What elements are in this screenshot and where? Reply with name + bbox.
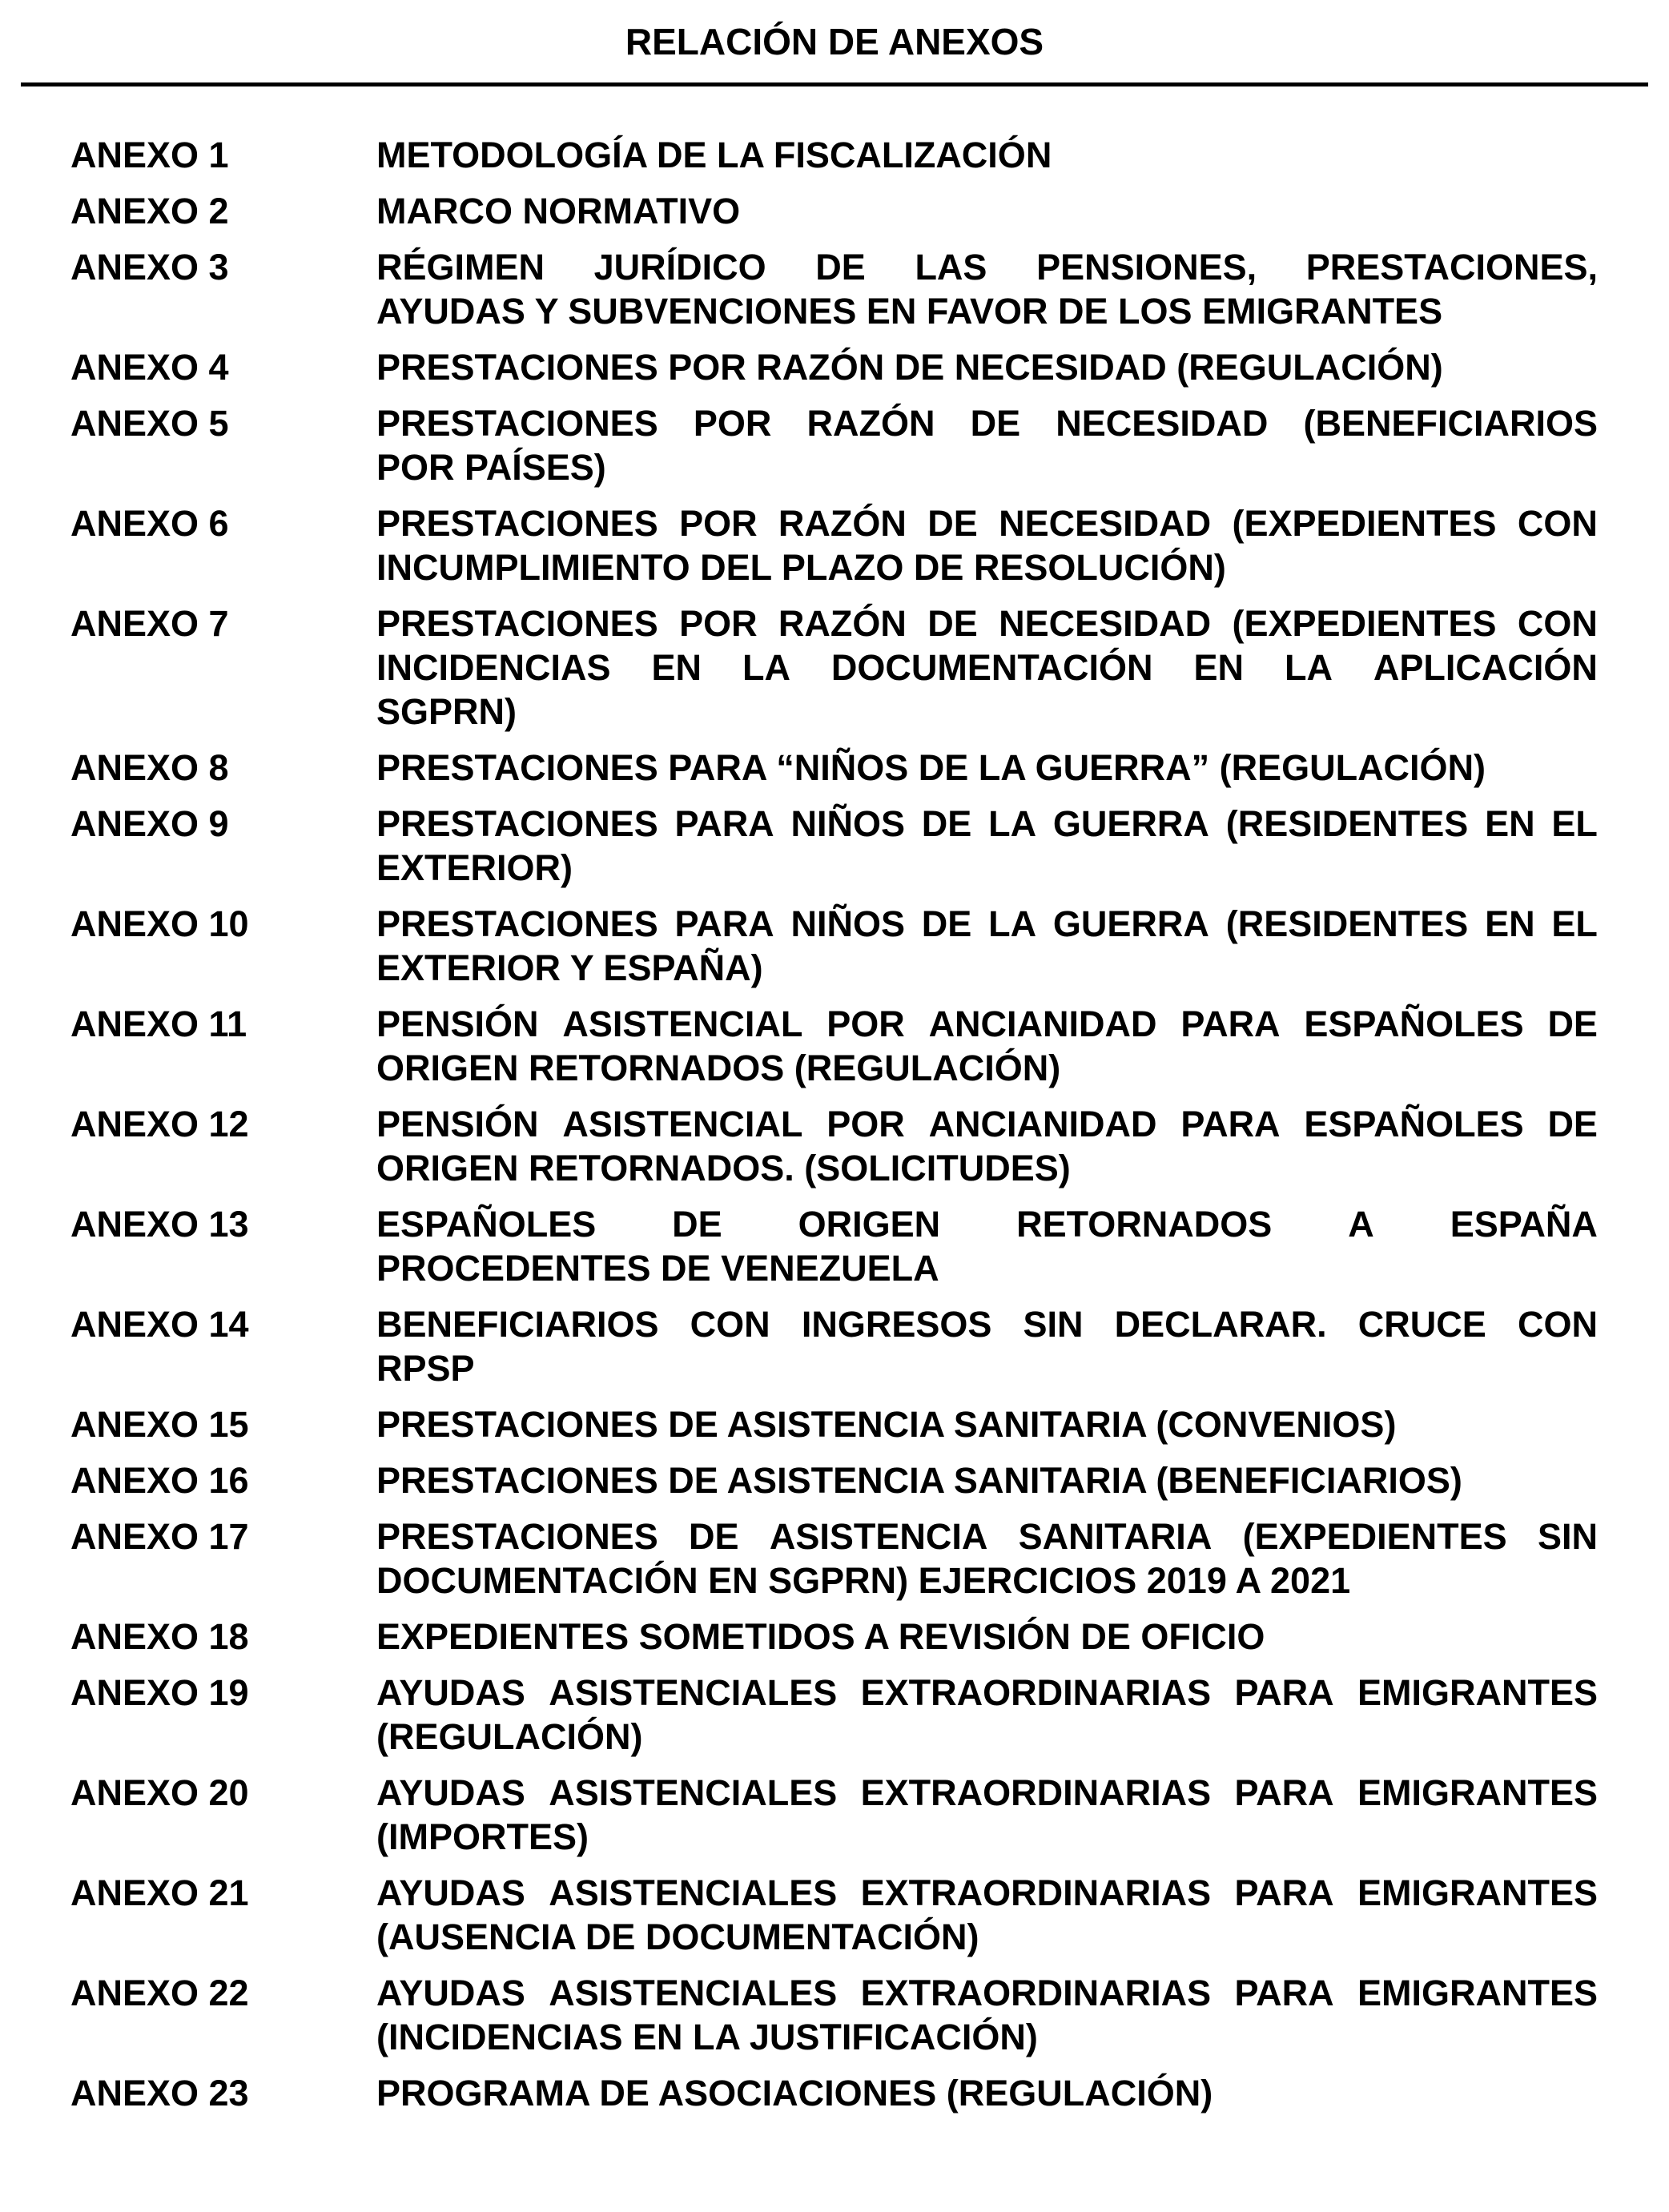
annex-label: ANEXO 19 <box>70 1672 249 1713</box>
annex-title <box>376 401 1598 489</box>
annex-title-line: RPSP <box>376 1348 475 1389</box>
annex-label: ANEXO 17 <box>70 1516 249 1557</box>
annex-title <box>376 1514 1598 1603</box>
annex-title <box>376 189 1598 233</box>
annex-row <box>70 1615 1598 1659</box>
annex-title <box>376 601 1598 734</box>
annex-title-line: PRESTACIONES POR RAZÓN DE NECESIDAD (EXPEDIENTES CON <box>376 503 1598 544</box>
annex-title-line: (IMPORTES) <box>376 1816 589 1857</box>
annex-title <box>376 345 1598 389</box>
annex-title <box>376 746 1598 790</box>
annex-title-line: AYUDAS ASISTENCIALES EXTRAORDINARIAS PARA EMIGRANTES <box>376 1672 1598 1713</box>
annex-title-line: POR PAÍSES) <box>376 447 606 488</box>
annex-row <box>70 1971 1598 2059</box>
annex-title-line: AYUDAS ASISTENCIALES EXTRAORDINARIAS PARA EMIGRANTES <box>376 1973 1598 2013</box>
annex-row <box>70 1202 1598 1290</box>
annex-row <box>70 746 1598 790</box>
annex-title-line: AYUDAS ASISTENCIALES EXTRAORDINARIAS PARA EMIGRANTES <box>376 1772 1598 1813</box>
annex-title-line: (REGULACIÓN) <box>376 1716 643 1757</box>
annex-row <box>70 1671 1598 1759</box>
annex-label: ANEXO 8 <box>70 747 229 788</box>
annex-title-line: SGPRN) <box>376 691 517 732</box>
annex-title <box>376 902 1598 990</box>
annex-title <box>376 1402 1598 1446</box>
annex-title-line: INCUMPLIMIENTO DEL PLAZO DE RESOLUCIÓN) <box>376 547 1226 588</box>
annex-label: ANEXO 4 <box>70 347 229 388</box>
annex-title-line: PRESTACIONES PARA NIÑOS DE LA GUERRA (RESIDENTES EN EL <box>376 803 1598 844</box>
annex-label: ANEXO 10 <box>70 903 249 944</box>
annex-row <box>70 601 1598 734</box>
annex-row <box>70 345 1598 389</box>
page-title: RELACIÓN DE ANEXOS <box>625 21 1044 62</box>
annex-title-line: (AUSENCIA DE DOCUMENTACIÓN) <box>376 1916 979 1957</box>
annex-title <box>376 245 1598 333</box>
annex-title-line: RÉGIMEN JURÍDICO DE LAS PENSIONES, PRESTACIONES, <box>376 247 1598 288</box>
annex-label: ANEXO 15 <box>70 1404 249 1445</box>
annex-title-line: PRESTACIONES DE ASISTENCIA SANITARIA (CONVENIOS) <box>376 1404 1397 1445</box>
annex-label: ANEXO 22 <box>70 1973 249 2013</box>
annex-title <box>376 2071 1598 2115</box>
annex-title-line: DOCUMENTACIÓN EN SGPRN) EJERCICIOS 2019 A 2021 <box>376 1560 1351 1601</box>
annex-title-line: MARCO NORMATIVO <box>376 191 741 231</box>
annex-label: ANEXO 13 <box>70 1204 249 1245</box>
annex-title-line: EXPEDIENTES SOMETIDOS A REVISIÓN DE OFICIO <box>376 1616 1265 1657</box>
annex-row <box>70 1871 1598 1959</box>
annex-title-line: BENEFICIARIOS CON INGRESOS SIN DECLARAR. CRUCE CON <box>376 1304 1598 1345</box>
annex-label: ANEXO 3 <box>70 247 229 288</box>
annex-title-line: PRESTACIONES POR RAZÓN DE NECESIDAD (BENEFICIARIOS <box>376 403 1598 444</box>
annex-title <box>376 1615 1598 1659</box>
annex-title-line: PRESTACIONES PARA NIÑOS DE LA GUERRA (RESIDENTES EN EL <box>376 903 1598 944</box>
annex-title <box>376 1771 1598 1859</box>
annex-label: ANEXO 18 <box>70 1616 249 1657</box>
annex-title <box>376 1002 1598 1090</box>
annex-title-line: PENSIÓN ASISTENCIAL POR ANCIANIDAD PARA ESPAÑOLES DE <box>376 1003 1598 1044</box>
annex-row <box>70 1771 1598 1859</box>
annex-title-line: PROCEDENTES DE VENEZUELA <box>376 1248 939 1289</box>
annex-title-line: ESPAÑOLES DE ORIGEN RETORNADOS A ESPAÑA <box>376 1204 1598 1245</box>
annex-label: ANEXO 16 <box>70 1460 249 1501</box>
annex-label: ANEXO 2 <box>70 191 229 231</box>
annex-title <box>376 1458 1598 1502</box>
annex-title-line: AYUDAS ASISTENCIALES EXTRAORDINARIAS PARA EMIGRANTES <box>376 1872 1598 1913</box>
annex-title <box>376 1871 1598 1959</box>
annex-title <box>376 1671 1598 1759</box>
annex-row <box>70 401 1598 489</box>
annex-label: ANEXO 20 <box>70 1772 249 1813</box>
annex-title <box>376 1971 1598 2059</box>
annex-title-line: ORIGEN RETORNADOS (REGULACIÓN) <box>376 1048 1061 1088</box>
annex-row <box>70 245 1598 333</box>
annex-label: ANEXO 21 <box>70 1872 249 1913</box>
annex-title-line: PRESTACIONES DE ASISTENCIA SANITARIA (BENEFICIARIOS) <box>376 1460 1462 1501</box>
annex-label: ANEXO 7 <box>70 603 229 644</box>
annex-title-line: ORIGEN RETORNADOS. (SOLICITUDES) <box>376 1148 1071 1188</box>
annex-title-line: INCIDENCIAS EN LA DOCUMENTACIÓN EN LA APLICACIÓN <box>376 647 1598 688</box>
annex-title-line: EXTERIOR) <box>376 847 573 888</box>
title-rule <box>21 82 1648 86</box>
annex-label: ANEXO 9 <box>70 803 229 844</box>
annex-label: ANEXO 11 <box>70 1003 247 1044</box>
annex-list <box>70 133 1598 2115</box>
annex-title-line: PRESTACIONES POR RAZÓN DE NECESIDAD (EXPEDIENTES CON <box>376 603 1598 644</box>
annex-row <box>70 189 1598 233</box>
annex-row <box>70 501 1598 589</box>
annex-title <box>376 1302 1598 1390</box>
annex-label: ANEXO 6 <box>70 503 229 544</box>
annex-label: ANEXO 23 <box>70 2073 249 2113</box>
annex-title <box>376 501 1598 589</box>
annex-title <box>376 1202 1598 1290</box>
annex-row <box>70 902 1598 990</box>
annex-row <box>70 133 1598 177</box>
annex-row <box>70 1302 1598 1390</box>
annex-title-line: PROGRAMA DE ASOCIACIONES (REGULACIÓN) <box>376 2073 1213 2113</box>
annex-row <box>70 1002 1598 1090</box>
annex-title-line: METODOLOGÍA DE LA FISCALIZACIÓN <box>376 135 1052 175</box>
annex-row <box>70 1514 1598 1603</box>
annex-title-line: PRESTACIONES DE ASISTENCIA SANITARIA (EXPEDIENTES SIN <box>376 1516 1598 1557</box>
annex-row <box>70 1102 1598 1190</box>
annex-title <box>376 802 1598 890</box>
annex-title-line: AYUDAS Y SUBVENCIONES EN FAVOR DE LOS EMIGRANTES <box>376 291 1443 332</box>
annex-title-line: PRESTACIONES POR RAZÓN DE NECESIDAD (REGULACIÓN) <box>376 347 1443 388</box>
annex-title <box>376 1102 1598 1190</box>
annex-row <box>70 1458 1598 1502</box>
annex-label: ANEXO 12 <box>70 1104 249 1144</box>
annex-title <box>376 133 1598 177</box>
annex-title-line: PENSIÓN ASISTENCIAL POR ANCIANIDAD PARA ESPAÑOLES DE <box>376 1104 1598 1144</box>
annex-title-line: EXTERIOR Y ESPAÑA) <box>376 947 763 988</box>
annex-title-line: PRESTACIONES PARA “NIÑOS DE LA GUERRA” (REGULACIÓN) <box>376 747 1486 788</box>
annex-label: ANEXO 5 <box>70 403 229 444</box>
annex-label: ANEXO 1 <box>70 135 229 175</box>
annex-row <box>70 802 1598 890</box>
annex-title-line: (INCIDENCIAS EN LA JUSTIFICACIÓN) <box>376 2017 1038 2057</box>
annex-label: ANEXO 14 <box>70 1304 249 1345</box>
annex-row <box>70 1402 1598 1446</box>
annex-row <box>70 2071 1598 2115</box>
